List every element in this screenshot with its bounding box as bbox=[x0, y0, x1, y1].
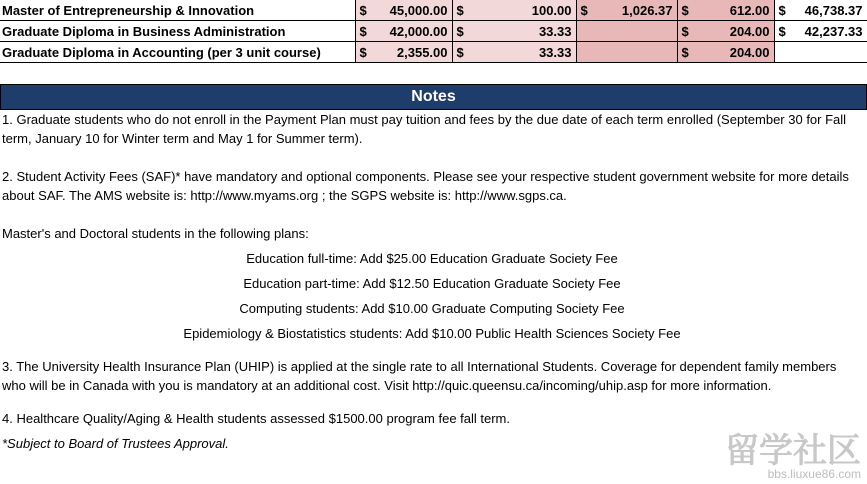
currency-sign: $ bbox=[681, 44, 689, 60]
notes-body bbox=[0, 110, 862, 453]
fee-value: 204.00 bbox=[729, 23, 770, 39]
currency-sign: $ bbox=[580, 2, 588, 18]
program-name: Master of Entrepreneurship & Innovation bbox=[0, 0, 355, 21]
currency-sign: $ bbox=[778, 2, 786, 18]
notes-header: Notes bbox=[0, 84, 867, 110]
fee-table bbox=[0, 0, 867, 63]
fee-value: 33.33 bbox=[538, 23, 572, 39]
note-3: 3. The University Health Insurance Plan (UHIP) is applied at the single rate to all International Students. Coverage for dependent family members who will be in Canada with you is mandatory at an additional cost. Visit http://quic.queensu.ca/incoming/uhip.asp for more information. bbox=[2, 359, 837, 393]
total-value: 46,738.37 bbox=[804, 2, 863, 18]
note-1: 1. Graduate students who do not enroll in the Payment Plan must pay tuition and fees by the due date of each term enrolled (September 30 for Fall term, January 10 for Winter term and May 1 for Summer term). bbox=[2, 112, 847, 146]
program-name: Graduate Diploma in Accounting (per 3 unit course) bbox=[0, 42, 355, 63]
watermark-text: 留学社区 bbox=[725, 432, 861, 470]
fee-value: 1,026.37 bbox=[621, 2, 673, 18]
watermark-url: bbs.liuxue86.com bbox=[767, 467, 861, 481]
note-4: 4. Healthcare Quality/Aging & Health students assessed $1500.00 program fee fall term. bbox=[2, 411, 511, 426]
plan-item: Education part-time: Add $12.50 Education Graduate Society Fee bbox=[243, 276, 621, 291]
currency-sign: $ bbox=[681, 23, 689, 39]
tuition-value: 42,000.00 bbox=[389, 23, 448, 39]
currency-sign: $ bbox=[456, 2, 464, 18]
tuition-value: 2,355.00 bbox=[396, 44, 448, 60]
currency-sign: $ bbox=[456, 44, 464, 60]
currency-sign: $ bbox=[359, 2, 367, 18]
fee-value: 33.33 bbox=[538, 44, 572, 60]
program-name: Graduate Diploma in Business Administration bbox=[0, 21, 355, 42]
plan-item: Computing students: Add $10.00 Graduate Computing Society Fee bbox=[239, 301, 625, 316]
fee-value: 100.00 bbox=[531, 2, 572, 18]
fee-value: 204.00 bbox=[729, 44, 770, 60]
table-row bbox=[0, 21, 867, 42]
watermark-logo bbox=[725, 434, 861, 480]
note-2: 2. Student Activity Fees (SAF)* have mandatory and optional components. Please see your respective student government website for more details about SAF. The AMS website is: http://www.myams.org ; the SGPS website is: http://www.sgps.ca. bbox=[2, 169, 849, 203]
plan-item: Education full-time: Add $25.00 Education Graduate Society Fee bbox=[246, 251, 618, 266]
footnote: *Subject to Board of Trustees Approval. bbox=[2, 436, 229, 451]
table-row bbox=[0, 0, 867, 21]
currency-sign: $ bbox=[456, 23, 464, 39]
currency-sign: $ bbox=[359, 23, 367, 39]
note-plans-intro: Master's and Doctoral students in the following plans: bbox=[2, 226, 309, 241]
plan-item: Epidemiology & Biostatistics students: Add $10.00 Public Health Sciences Society Fee bbox=[183, 326, 681, 341]
tuition-value: 45,000.00 bbox=[389, 2, 448, 18]
currency-sign: $ bbox=[778, 23, 786, 39]
currency-sign: $ bbox=[681, 2, 689, 18]
currency-sign: $ bbox=[359, 44, 367, 60]
fee-value: 612.00 bbox=[729, 2, 770, 18]
table-row bbox=[0, 42, 867, 63]
total-value: 42,237.33 bbox=[804, 23, 863, 39]
